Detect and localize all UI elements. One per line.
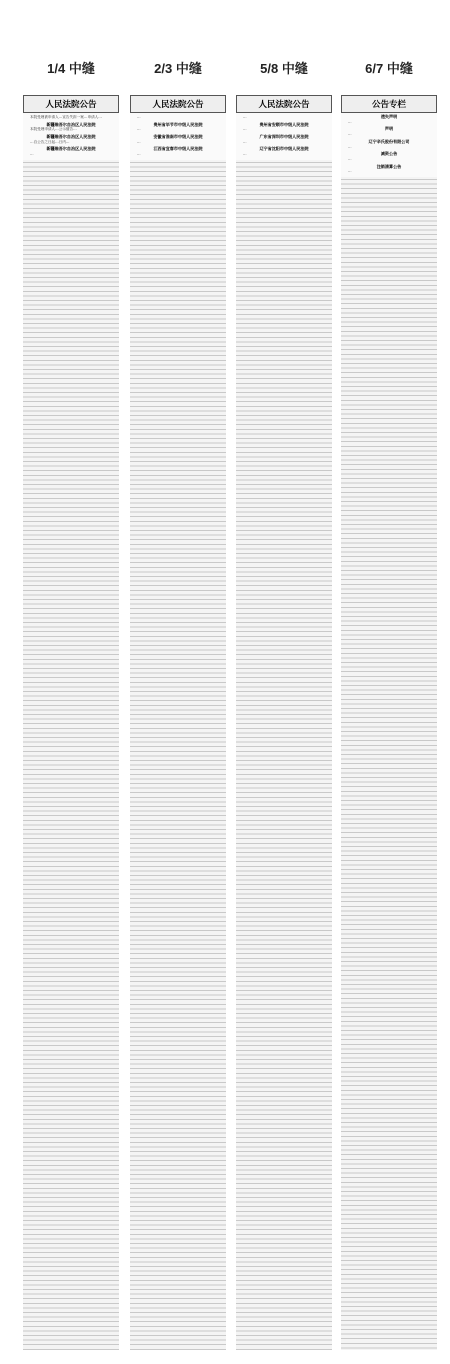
entry-heading: 遗失声明: [380, 114, 398, 119]
notice-entry: [130, 115, 226, 120]
entry-body: …: [348, 119, 352, 124]
notice-column-1: [23, 95, 119, 1350]
entry-heading: 贵州省毕节市中级人民法院: [153, 121, 203, 127]
entry-heading: 江西省宜春市中级人民法院: [153, 146, 203, 152]
entry-body: …: [348, 144, 352, 149]
column-header-2: 2/3 中缝: [154, 61, 202, 76]
entry-heading: 广东省深圳市中级人民法院: [259, 133, 309, 139]
entry-body: …: [243, 139, 247, 144]
entry-body: …: [243, 152, 247, 157]
notice-entry: [236, 135, 332, 144]
entry-body: …: [137, 127, 141, 132]
notice-entry: [23, 135, 119, 144]
notice-entry: [236, 147, 332, 156]
notice-entry: [341, 127, 437, 136]
notice-column-2: [130, 95, 226, 1350]
entry-body: …: [30, 152, 34, 157]
notice-entry: [236, 115, 332, 120]
notice-entry: [130, 147, 226, 156]
entry-heading: 新疆维吾尔自治区人民法院: [46, 121, 96, 127]
column-title: 人民法院公告: [130, 95, 226, 113]
entry-heading: 安徽省淮南市中级人民法院: [153, 133, 203, 139]
notice-entry: [130, 123, 226, 132]
notice-entry: [341, 115, 437, 124]
entry-heading: 声明: [384, 126, 394, 132]
notice-column-4: [341, 95, 437, 1350]
notice-entry: [23, 147, 119, 156]
notice-column-3: [236, 95, 332, 1350]
entry-heading: 新疆维吾尔自治区人民法院: [46, 133, 96, 139]
entry-body: …: [243, 115, 247, 119]
entry-body: 本院受理被申请人…宣告失踪一案…申请人…: [30, 115, 102, 119]
dense-text-block: [130, 160, 226, 1350]
column-header-row: [0, 58, 450, 80]
notice-entry: [236, 123, 332, 132]
column-title: 人民法院公告: [23, 95, 119, 113]
notice-entry: [341, 165, 437, 174]
notice-entry: [23, 115, 119, 120]
entry-body: …: [137, 152, 141, 157]
entry-heading: 辽宁辛氏股份有限公司: [368, 138, 410, 144]
dense-text-block: [236, 160, 332, 1350]
entry-body: …: [348, 156, 352, 161]
entry-heading: 减资公告: [380, 151, 398, 157]
entry-body: …自公告之日起…日内…: [30, 139, 70, 144]
entry-body: …: [348, 169, 352, 174]
entry-heading: 新疆维吾尔自治区人民法院: [46, 146, 96, 152]
column-title: 人民法院公告: [236, 95, 332, 113]
entry-heading: 辽宁省沈阳市中级人民法院: [259, 146, 309, 152]
notice-entry: [341, 152, 437, 161]
entry-heading: 注销清算公告: [376, 163, 402, 169]
entry-body: …: [137, 139, 141, 144]
entry-body: …: [348, 132, 352, 137]
entry-heading: 贵州省安顺市中级人民法院: [259, 121, 309, 127]
dense-text-block: [341, 177, 437, 1350]
entry-body: …: [137, 115, 141, 119]
column-header-4: 6/7 中缝: [365, 61, 413, 76]
notice-entry: [23, 123, 119, 132]
entry-body: 本院受理申请人…公示催告…: [30, 127, 77, 132]
column-title: 公告专栏: [341, 95, 437, 113]
dense-text-block: [23, 160, 119, 1350]
notice-entry: [130, 135, 226, 144]
column-header-3: 5/8 中缝: [260, 61, 308, 76]
notice-entry: [341, 140, 437, 149]
entry-body: …: [243, 127, 247, 132]
column-header-1: 1/4 中缝: [47, 61, 95, 76]
